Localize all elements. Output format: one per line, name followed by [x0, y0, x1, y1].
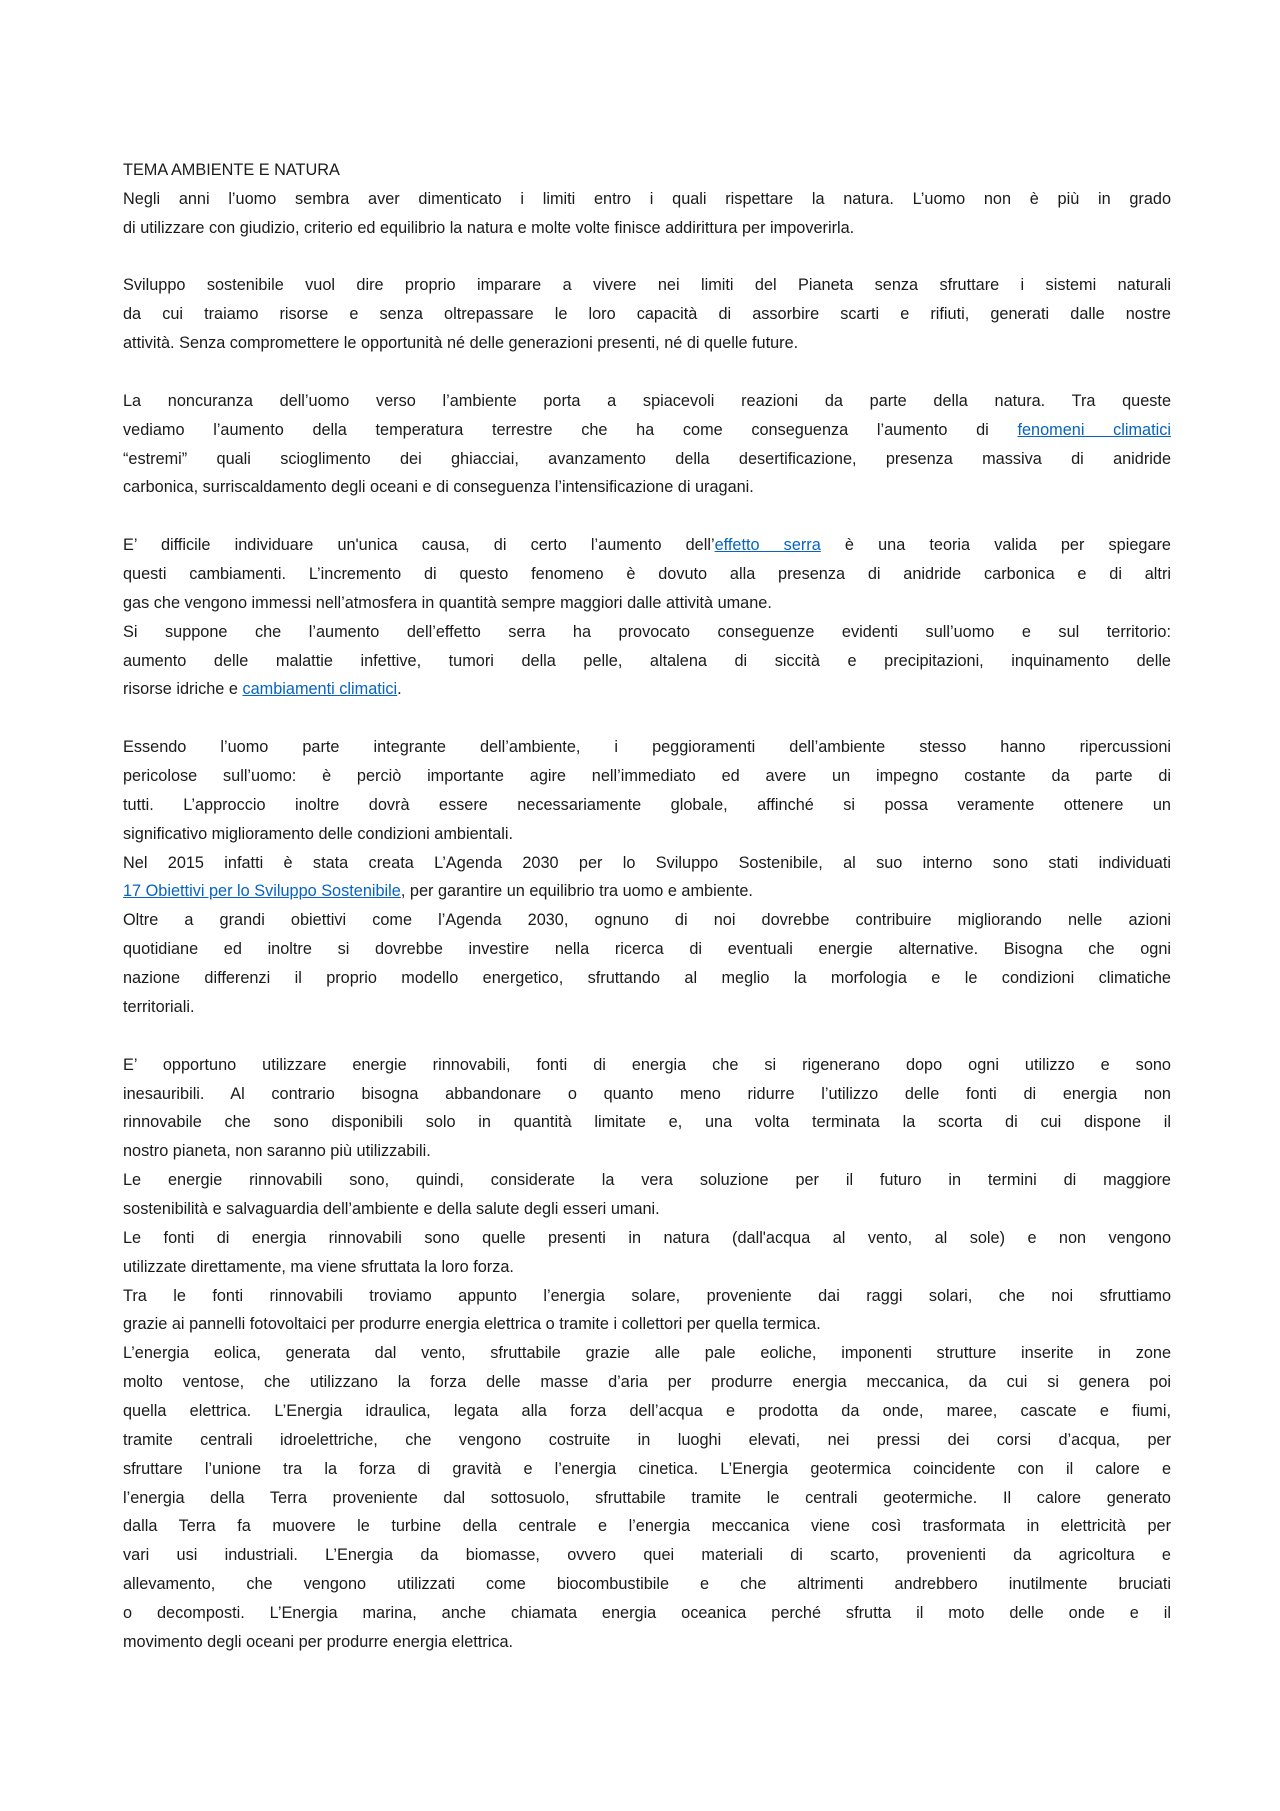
text-segment: movimento degli oceani per produrre energia elettrica.: [123, 1632, 514, 1651]
text-segment: nazione differenzi il proprio modello energetico, sfruttando al meglio la morfologia e le condizioni climatiche: [123, 969, 1171, 988]
blank-line: [123, 1022, 1171, 1051]
text-segment: vari usi industriali. L’Energia da biomasse, ovvero quei materiali di scarto, provenienti da agricoltura e: [123, 1546, 1171, 1565]
text-segment: , per garantire un equilibrio tra uomo e ambiente.: [400, 882, 753, 901]
text-line: [123, 935, 1171, 964]
text-segment: Le energie rinnovabili sono, quindi, considerate la vera soluzione per il futuro in termini di maggiore: [123, 1171, 1171, 1190]
text-line: [123, 1108, 1171, 1137]
text-line: [123, 387, 1171, 416]
text-line: [123, 560, 1171, 589]
text-line: [123, 647, 1171, 676]
text-line: [123, 531, 1171, 560]
text-segment: E’ opportuno utilizzare energie rinnovabili, fonti di energia che si rigenerano dopo ogni utilizzo e sono: [123, 1055, 1171, 1074]
text-line: [123, 849, 1171, 878]
text-line: [123, 1368, 1171, 1397]
text-segment: Nel 2015 infatti è stata creata L’Agenda 2030 per lo Sviluppo Sostenibile, al suo interno sono stati individuati: [123, 853, 1171, 872]
text-segment: tutti. L’approccio inoltre dovrà essere necessariamente globale, affinché si possa veramente ottenere un: [123, 795, 1171, 814]
text-segment: Sviluppo sostenibile vuol dire proprio imparare a vivere nei limiti del Pianeta senza sfruttare i sistemi naturali: [123, 276, 1171, 295]
text-segment: rinnovabile che sono disponibili solo in quantità limitate e, una volta terminata la scorta di cui dispone il: [123, 1113, 1171, 1132]
text-line: [123, 445, 1171, 474]
text-line: [123, 1484, 1171, 1513]
text-line: [123, 1541, 1171, 1570]
text-line: [123, 820, 1171, 849]
text-segment: Essendo l’uomo parte integrante dell’ambiente, i peggioramenti dell’ambiente stesso hanno ripercussioni: [123, 738, 1171, 757]
text-line: [123, 214, 1171, 243]
text-segment: pericolose sull’uomo: è perciò importante agire nell’immediato ed avere un impegno costante da parte di: [123, 767, 1171, 786]
blank-line: [123, 704, 1171, 733]
text-segment: dalla Terra fa muovere le turbine della centrale e l’energia meccanica viene così trasformata in elettricità per: [123, 1517, 1171, 1536]
text-segment: grazie ai pannelli fotovoltaici per produrre energia elettrica o tramite i collettori per quella termica.: [123, 1315, 821, 1334]
text-segment: gas che vengono immessi nell’atmosfera in quantità sempre maggiori dalle attività umane.: [123, 593, 772, 612]
text-line: [123, 964, 1171, 993]
text-segment: L’energia eolica, generata dal vento, sfruttabile grazie alle pale eoliche, imponenti strutture inserite in zone: [123, 1344, 1171, 1363]
text-segment: aumento delle malattie infettive, tumori della pelle, altalena di siccità e precipitazioni, inquinamento delle: [123, 651, 1171, 670]
text-segment: allevamento, che vengono utilizzati come biocombustibile e che altrimenti andrebbero inutilmente bruciati: [123, 1575, 1171, 1594]
text-line: [123, 416, 1171, 445]
text-segment: tramite centrali idroelettriche, che vengono costruite in luoghi elevati, nei pressi dei corsi d’acqua, per: [123, 1430, 1171, 1449]
text-line: [123, 1166, 1171, 1195]
text-segment: risorse idriche e: [123, 680, 243, 699]
text-segment: La noncuranza dell’uomo verso l’ambiente porta a spiacevoli reazioni da parte della natura. Tra queste: [123, 391, 1171, 410]
text-line: [123, 762, 1171, 791]
hyperlink[interactable]: cambiamenti climatici: [242, 680, 398, 699]
blank-line: [123, 243, 1171, 272]
text-segment: “estremi” quali scioglimento dei ghiacciai, avanzamento della desertificazione, presenza massiva di anidride: [123, 449, 1171, 468]
text-segment: o decomposti. L’Energia marina, anche chiamata energia oceanica perché sfrutta il moto delle onde e il: [123, 1603, 1171, 1622]
text-segment: .: [397, 680, 402, 699]
hyperlink[interactable]: fenomeni climatici: [1017, 420, 1171, 439]
text-segment: Negli anni l’uomo sembra aver dimenticato i limiti entro i quali rispettare la natura. L’uomo non è più in grado: [123, 189, 1171, 208]
text-line: [123, 1080, 1171, 1109]
text-line: [123, 1512, 1171, 1541]
text-line: [123, 1310, 1171, 1339]
text-line: [123, 618, 1171, 647]
text-segment: TEMA AMBIENTE E NATURA: [123, 161, 340, 179]
text-line: [123, 1570, 1171, 1599]
text-segment: l’energia della Terra proveniente dal sottosuolo, sfruttabile tramite le centrali geotermiche. Il calore generato: [123, 1488, 1171, 1507]
document-title: [123, 156, 1171, 185]
text-segment: significativo miglioramento delle condizioni ambientali.: [123, 824, 514, 843]
text-segment: Le fonti di energia rinnovabili sono quelle presenti in natura (dall'acqua al vento, al sole) e non vengono: [123, 1228, 1171, 1247]
text-line: [123, 675, 1171, 704]
text-line: [123, 1455, 1171, 1484]
text-segment: quotidiane ed inoltre si dovrebbe investire nella ricerca di eventuali energie alternative. Bisogna che ogni: [123, 940, 1171, 959]
text-line: [123, 906, 1171, 935]
text-line: [123, 473, 1171, 502]
text-segment: sostenibilità e salvaguardia dell’ambiente e della salute degli esseri umani.: [123, 1199, 660, 1218]
text-segment: attività. Senza compromettere le opportunità né delle generazioni presenti, né di quelle future.: [123, 334, 799, 353]
document-page: [123, 156, 1171, 1657]
text-line: [123, 1339, 1171, 1368]
text-line: [123, 1051, 1171, 1080]
text-line: [123, 1224, 1171, 1253]
text-segment: vediamo l’aumento della temperatura terrestre che ha come conseguenza l’aumento di: [123, 420, 1018, 439]
text-segment: è una teoria valida per spiegare: [820, 536, 1171, 555]
hyperlink[interactable]: effetto serra: [714, 536, 821, 555]
text-segment: questi cambiamenti. L’incremento di questo fenomeno è dovuto alla presenza di anidride carbonica e di altri: [123, 565, 1171, 584]
text-segment: molto ventose, che utilizzano la forza delle masse d’aria per produrre energia meccanica, da cui si genera poi: [123, 1373, 1171, 1392]
text-line: [123, 300, 1171, 329]
text-segment: Si suppone che l’aumento dell’effetto serra ha provocato conseguenze evidenti sull’uomo e sul territorio:: [123, 622, 1171, 641]
text-line: [123, 1426, 1171, 1455]
text-segment: utilizzate direttamente, ma viene sfruttata la loro forza.: [123, 1257, 514, 1276]
text-line: [123, 1195, 1171, 1224]
text-line: [123, 185, 1171, 214]
text-segment: nostro pianeta, non saranno più utilizzabili.: [123, 1142, 431, 1161]
text-line: [123, 791, 1171, 820]
text-line: [123, 1599, 1171, 1628]
text-segment: da cui traiamo risorse e senza oltrepassare le loro capacità di assorbire scarti e rifiuti, generati dalle nostre: [123, 305, 1171, 324]
blank-line: [123, 358, 1171, 387]
text-segment: E’ difficile individuare un'unica causa, di certo l’aumento dell’: [123, 536, 715, 555]
text-line: [123, 877, 1171, 906]
text-line: [123, 733, 1171, 762]
text-line: [123, 1137, 1171, 1166]
text-line: [123, 1253, 1171, 1282]
text-segment: quella elettrica. L’Energia idraulica, legata alla forza dell’acqua e prodotta da onde, maree, cascate e fiumi,: [123, 1401, 1171, 1420]
text-line: [123, 1397, 1171, 1426]
text-segment: Oltre a grandi obiettivi come l’Agenda 2030, ognuno di noi dovrebbe contribuire migliorando nelle azioni: [123, 911, 1171, 930]
text-segment: inesauribili. Al contrario bisogna abbandonare o quanto meno ridurre l’utilizzo delle fonti di energia non: [123, 1084, 1171, 1103]
text-line: [123, 329, 1171, 358]
text-line: [123, 271, 1171, 300]
blank-line: [123, 502, 1171, 531]
text-line: [123, 993, 1171, 1022]
text-segment: carbonica, surriscaldamento degli oceani e di conseguenza l’intensificazione di uragani.: [123, 478, 754, 497]
text-segment: di utilizzare con giudizio, criterio ed equilibrio la natura e molte volte finisce addirittura per impoverirla.: [123, 218, 855, 237]
text-line: [123, 1628, 1171, 1657]
text-segment: sfruttare l’unione tra la forza di gravità e l’energia cinetica. L’Energia geotermica coincidente con il calore e: [123, 1459, 1171, 1478]
text-line: [123, 589, 1171, 618]
text-segment: territoriali.: [123, 997, 195, 1016]
hyperlink[interactable]: 17 Obiettivi per lo Sviluppo Sostenibile: [123, 882, 401, 901]
text-segment: Tra le fonti rinnovabili troviamo appunto l’energia solare, proveniente dai raggi solari, che noi sfruttiamo: [123, 1286, 1171, 1305]
text-line: [123, 1282, 1171, 1311]
